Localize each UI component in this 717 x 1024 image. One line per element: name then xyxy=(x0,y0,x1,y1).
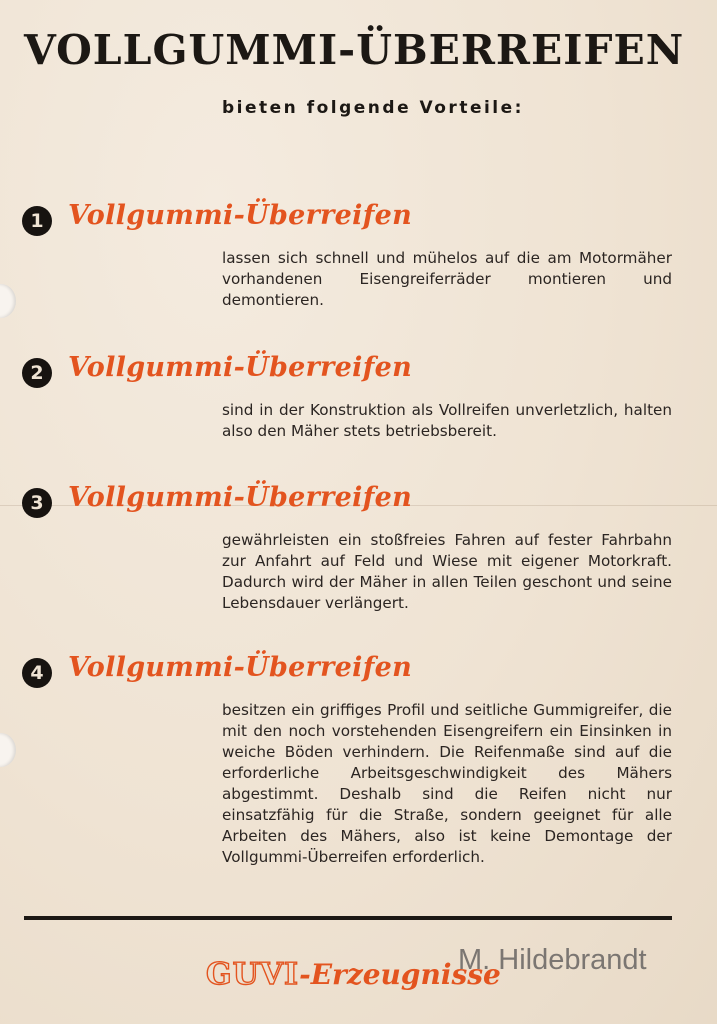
brand-dash: - xyxy=(299,958,311,991)
punch-hole-top xyxy=(0,284,16,318)
advantage-item-1 xyxy=(22,200,682,330)
item-heading: Vollgummi-Überreifen xyxy=(68,200,413,231)
number-badge: 2 xyxy=(22,358,52,388)
item-heading: Vollgummi-Überreifen xyxy=(68,352,413,383)
page-title: VOLLGUMMI-ÜBERREIFEN xyxy=(24,26,685,74)
watermark: M. Hildebrandt xyxy=(458,944,647,976)
advantage-item-4 xyxy=(22,652,682,902)
advantage-item-2 xyxy=(22,352,682,462)
item-text: sind in der Konstruktion als Vollreifen unverletzlich, halten also den Mäher stets betriebsbereit. xyxy=(222,401,672,440)
number-badge: 3 xyxy=(22,488,52,518)
page-subtitle: bieten folgende Vorteile: xyxy=(222,98,524,118)
item-heading: Vollgummi-Überreifen xyxy=(68,652,413,683)
footer-divider xyxy=(24,916,672,920)
brand-logo xyxy=(206,957,501,992)
number-badge: 4 xyxy=(22,658,52,688)
item-text: gewährleisten ein stoßfreies Fahren auf fester Fahrbahn zur Anfahrt auf Feld und Wiese mit eigener Motorkraft. Dadurch wird der Mäher in allen Teilen geschont und seine Lebensdauer verlängert. xyxy=(222,531,672,612)
punch-hole-bottom xyxy=(0,733,16,767)
item-text: lassen sich schnell und mühelos auf die am Motormäher vorhandenen Eisengreiferräder montieren und demontieren. xyxy=(222,249,672,309)
advantage-item-3 xyxy=(22,482,682,632)
brand-name: GUVI xyxy=(206,957,300,992)
item-text: besitzen ein griffiges Profil und seitliche Gummigreifer, die mit den noch vorstehenden Eisengreifern ein Einsinken in weiche Böden verhindern. Die Reifenmaße sind auf die erforderliche Arbeitsgeschwindigkeit des Mähers abgestimmt. Deshalb sind die Reifen nicht nur einsatzfähig für die Straße, sondern geeignet für alle Arbeiten des Mähers, also ist keine Demontage der Vollgummi-Überreifen erforderlich. xyxy=(222,701,672,866)
number-badge: 1 xyxy=(22,206,52,236)
brand-tagline: Erzeugnisse xyxy=(310,958,501,991)
item-heading: Vollgummi-Überreifen xyxy=(68,482,413,513)
